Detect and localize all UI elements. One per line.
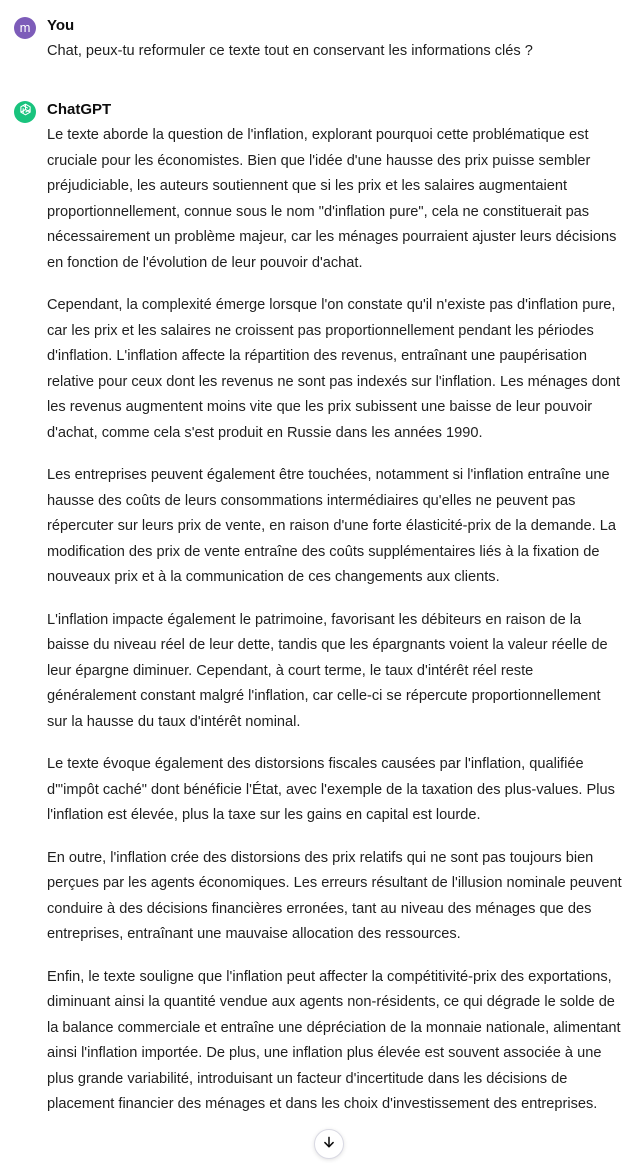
assistant-paragraph: En outre, l'inflation crée des distorsions des prix relatifs qui ne sont pas toujours bien perçues par les agents économiques. Les erreurs résultant de l'illusion nominale peuvent conduire à des décisions financières erronées, tant au niveau des ménages que des entreprises, entraînant une mauvaise allocation des ressources. <box>47 849 622 942</box>
assistant-paragraph: Le texte aborde la question de l'inflation, explorant pourquoi cette problématique est cruciale pour les économistes. Bien que l'idée d'une hausse des prix puisse sembler préjudiciable, les auteurs soutiennent que si les prix et les salaires augmentaient proportionnellement, connue sous le nom "d'inflation pure", cela ne constituerait pas nécessairement un problème majeur, car les ménages pourraient ajuster leurs décisions en fonction de l'évolution de leur pouvoir d'achat. <box>47 127 617 271</box>
user-avatar-initial: m <box>19 20 31 35</box>
user-message: Chat, peux-tu reformuler ce texte tout en conservant les informations clés ? <box>47 43 533 59</box>
user-author-name: You <box>47 17 75 34</box>
assistant-paragraph: L'inflation impacte également le patrimoine, favorisant les débiteurs en raison de la baisse du niveau réel de leur dette, tandis que les épargnants voient la valeur réelle de leur épargne diminuer. Cependant, à court terme, le taux d'intérêt réel reste généralement constant malgré l'inflation, car celle-ci se répercute proportionnellement sur la hausse du taux d'intérêt nominal. <box>47 611 608 730</box>
assistant-paragraph: Le texte évoque également des distorsions fiscales causées par l'inflation, qualifiée d'"impôt caché" dont bénéficie l'État, avec l'exemple de la taxation des plus-values. Plus l'inflation est élevée, plus la taxe sur les gains en capital est lourde. <box>47 756 615 823</box>
arrow-down-icon <box>322 1135 336 1154</box>
assistant-avatar <box>14 101 36 123</box>
user-avatar <box>14 17 36 39</box>
assistant-message <box>47 123 622 1135</box>
assistant-author-name: ChatGPT <box>47 101 112 118</box>
openai-logo-icon <box>18 102 33 122</box>
assistant-paragraph: Cependant, la complexité émerge lorsque l'on constate qu'il n'existe pas d'inflation pure, car les prix et les salaires ne croissent pas proportionnellement pendant les périodes d'inflation. L'inflation affecte la répartition des revenus, entraînant une paupérisation relative pour ceux dont les revenus ne sont pas indexés sur l'inflation. Les ménages dont les revenus augmentent moins vite que les prix subissent une baisse de leur pouvoir d'achat, comme cela s'est produit en Russie dans les années 1990. <box>47 297 621 441</box>
assistant-paragraph: Enfin, le texte souligne que l'inflation peut affecter la compétitivité-prix des exportations, diminuant ainsi la quantité vendue aux agents non-résidents, ce qui dégrade le solde de la balance commerciale et entraîne une dépréciation de la monnaie nationale, alimentant ainsi l'inflation importée. De plus, une inflation plus élevée est souvent associée à une plus grande variabilité, introduisant un facteur d'incertitude dans les décisions de placement financier des ménages et dans les choix d'investissement des entreprises. <box>47 968 621 1112</box>
assistant-paragraph: Les entreprises peuvent également être touchées, notamment si l'inflation entraîne une hausse des coûts de leurs consommations intermédiaires qu'elles ne peuvent pas répercuter sur leurs prix de vente, en raison d'une forte élasticité-prix de la demande. La modification des prix de vente entraîne des coûts supplémentaires liés à la fixation de nouveaux prix et à la communication de ces changements aux clients. <box>47 467 617 585</box>
scroll-to-bottom-button[interactable] <box>314 1129 344 1159</box>
